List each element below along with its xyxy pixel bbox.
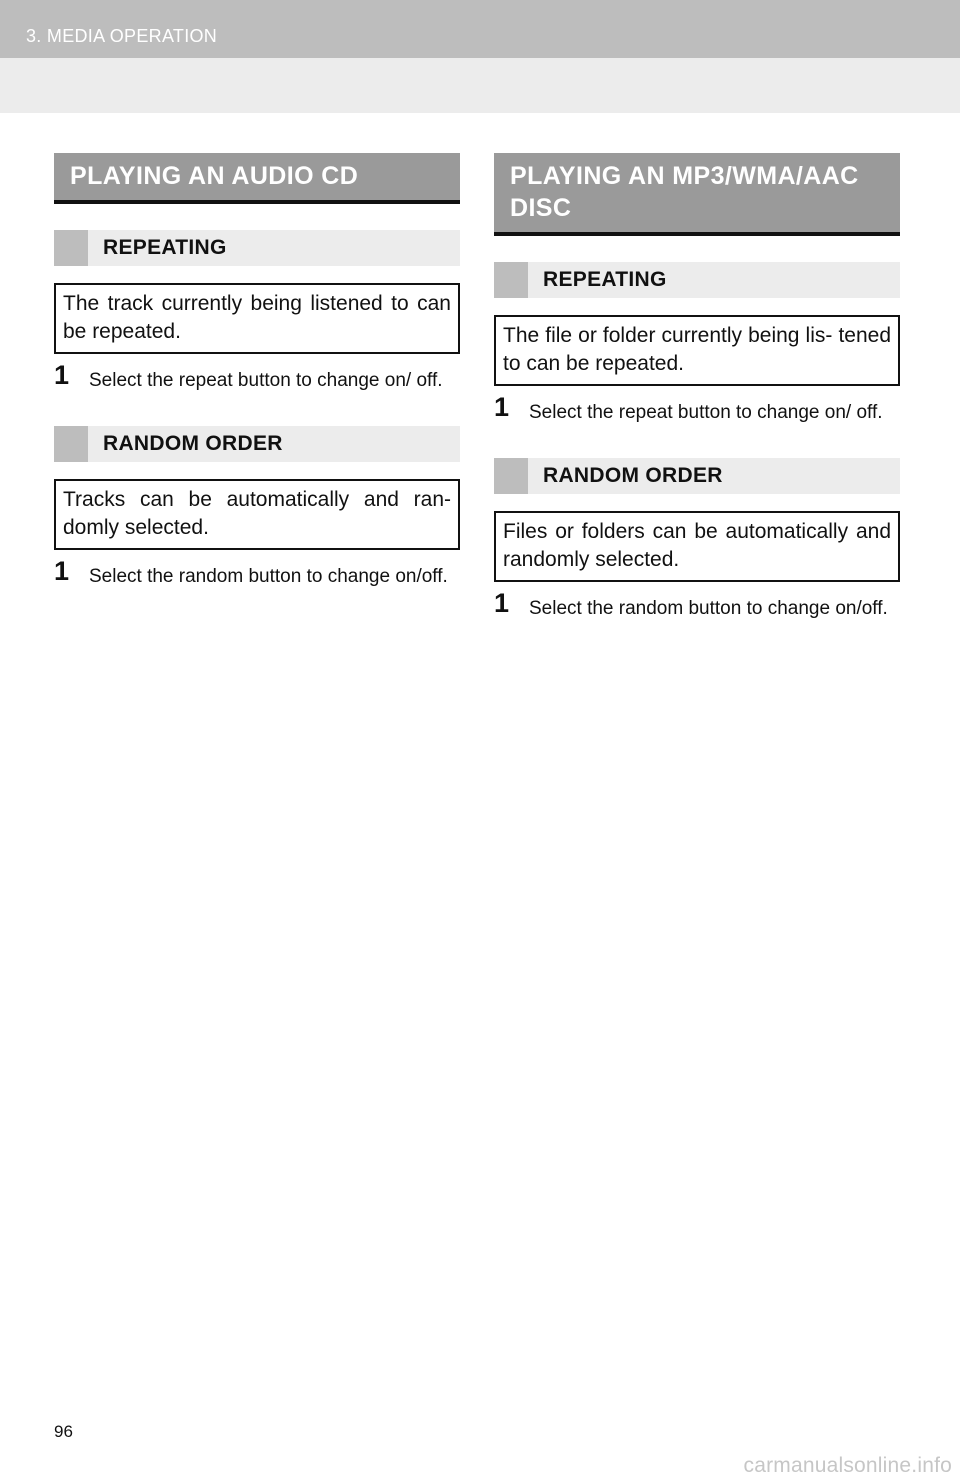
subheading-title: RANDOM ORDER [103,432,283,455]
subheading-title: REPEATING [543,268,667,291]
step-number: 1 [494,588,510,618]
page-number: 96 [54,1422,73,1441]
heading-mp3-disc: PLAYING AN MP3/WMA/AAC DISC [494,153,900,236]
info-box-random: Files or folders can be automatically and randomly selected. [494,511,900,582]
info-box-random: Tracks can be automatically and ran- domly selected. [54,479,460,550]
subheading-random-order [494,458,900,494]
step-repeating [494,392,900,428]
subheading-repeating [494,262,900,298]
watermark: carmanualsonline.info [743,1454,952,1477]
subheading-repeating [54,230,460,266]
info-box-repeating: The file or folder currently being lis- tened to can be repeated. [494,315,900,386]
step-random [494,588,900,624]
step-number: 1 [494,392,510,422]
subheading-tab [494,458,528,494]
heading-audio-cd: PLAYING AN AUDIO CD [54,153,460,204]
subheading-tab [494,262,528,298]
step-number: 1 [54,360,70,390]
left-column [54,153,460,592]
step-repeating [54,360,460,396]
step-random [54,556,460,592]
step-text: Select the random button to change on/off. [529,598,888,619]
step-number: 1 [54,556,70,586]
section-label: 3. MEDIA OPERATION [26,26,218,46]
header-bar [0,0,960,58]
step-text: Select the repeat button to change on/ off. [89,370,443,391]
subheading-tab [54,230,88,266]
subheading-random-order [54,426,460,462]
step-text: Select the repeat button to change on/ off. [529,402,883,423]
right-column [494,153,900,624]
subheading-title: RANDOM ORDER [543,464,723,487]
info-box-repeating: The track currently being listened to can be repeated. [54,283,460,354]
subheading-title: REPEATING [103,236,227,259]
step-text: Select the random button to change on/off. [89,566,448,587]
subheading-tab [54,426,88,462]
